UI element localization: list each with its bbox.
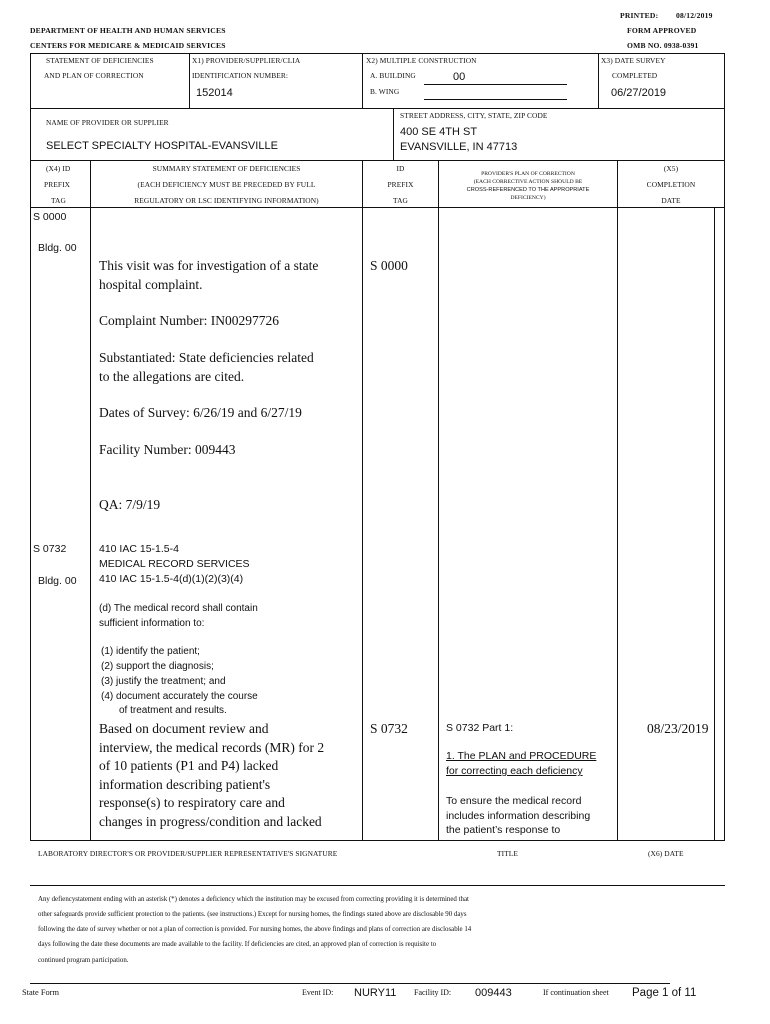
provider-name: SELECT SPECIALTY HOSPITAL-EVANSVILLE: [46, 140, 278, 152]
column-divider: [90, 160, 91, 840]
qa-date: QA: 7/9/19: [99, 497, 161, 512]
x4-header: (X4) ID: [46, 164, 71, 173]
divider: [598, 53, 599, 108]
column-header-bottom: [30, 207, 725, 208]
tag-s0732-right: S 0732: [370, 721, 408, 736]
plan-header: PROVIDER'S PLAN OF CORRECTION: [481, 171, 575, 177]
completion-date: 08/23/2019: [647, 721, 709, 736]
divider: [362, 53, 363, 108]
building-label: A. BUILDING: [370, 71, 416, 80]
tag-s0000: S 0000: [33, 211, 67, 223]
continuation-label: If continuation sheet: [543, 988, 609, 997]
notice-line: continued program participation.: [38, 957, 129, 964]
divider: [393, 108, 394, 160]
finding-2: interview, the medical records (MR) for 2: [99, 740, 325, 755]
printed-date: 08/12/2019: [676, 11, 713, 20]
column-divider: [617, 160, 618, 840]
complaint-number: Complaint Number: IN00297726: [99, 313, 279, 328]
finding-5: response(s) to respiratory care and: [99, 795, 285, 810]
summary-header: SUMMARY STATEMENT OF DEFICIENCIES: [152, 164, 301, 173]
tag-s0000-right: S 0000: [370, 258, 408, 273]
wing-label: B. WING: [370, 87, 400, 96]
form-top-border: [30, 53, 725, 54]
address-street: 400 SE 4TH ST: [400, 126, 478, 138]
plan-label: AND PLAN OF CORRECTION: [44, 71, 144, 80]
facility-number: Facility Number: 009443: [99, 442, 236, 457]
plan-part-label: S 0732 Part 1:: [446, 722, 514, 734]
x3-label: X3) DATE SURVEY: [601, 56, 666, 65]
regulation-2: MEDICAL RECORD SERVICES: [99, 558, 250, 570]
state-form-label: State Form: [22, 988, 59, 997]
list-item: of treatment and results.: [119, 705, 227, 716]
summary-subheader: (EACH DEFICIENCY MUST BE PRECEDED BY FULL: [137, 180, 316, 189]
list-item: (2) support the diagnosis;: [101, 661, 214, 672]
omb-number: OMB NO. 0938-0391: [627, 41, 699, 50]
column-divider: [714, 207, 715, 840]
list-item: (1) identify the patient;: [101, 646, 200, 657]
finding-3: of 10 patients (P1 and P4) lacked: [99, 758, 279, 773]
plan-text-2: includes information describing: [446, 810, 591, 822]
address-label: STREET ADDRESS, CITY, STATE, ZIP CODE: [400, 111, 548, 120]
identification-label: IDENTIFICATION NUMBER:: [192, 71, 289, 80]
x4-prefix: PREFIX: [44, 180, 71, 189]
provider-name-label: NAME OF PROVIDER OR SUPPLIER: [46, 118, 169, 127]
form-approved: FORM APPROVED: [627, 26, 697, 35]
notice-line: following the date of survey whether or not a plan of correction is provided. For nursing homes, the above findings and plans of correction are disclosable 14: [38, 926, 472, 933]
id-tag: TAG: [393, 196, 408, 205]
requirement-2: sufficient information to:: [99, 618, 205, 629]
plan-heading-2: for correcting each deficiency: [446, 765, 583, 777]
wing-underline: [424, 99, 567, 100]
requirement-1: (d) The medical record shall contain: [99, 603, 258, 614]
form-right-border: [724, 53, 725, 841]
signature-bottom-line: [30, 885, 725, 886]
plan-heading-1: 1. The PLAN and PROCEDURE: [446, 750, 597, 762]
divider: [30, 108, 725, 109]
footer-rule: [30, 983, 670, 984]
divider: [30, 160, 725, 161]
plan-text-1: To ensure the medical record: [446, 795, 582, 807]
signature-label: LABORATORY DIRECTOR'S OR PROVIDER/SUPPLIER REPRESENTATIVE'S SIGNATURE: [38, 849, 338, 858]
centers-name: CENTERS FOR MEDICARE & MEDICAID SERVICES: [30, 41, 226, 50]
survey-dates: Dates of Survey: 6/26/19 and 6/27/19: [99, 405, 302, 420]
list-item: (3) justify the treatment; and: [101, 676, 226, 687]
building-tag-2: Bldg. 00: [38, 575, 77, 587]
list-item: (4) document accurately the course: [101, 691, 258, 702]
x1-label: X1) PROVIDER/SUPPLIER/CLIA: [192, 56, 301, 65]
id-prefix: PREFIX: [387, 180, 414, 189]
plan-subheader-3: DEFICIENCY): [510, 195, 546, 201]
column-divider: [362, 160, 363, 840]
substantiated-1: Substantiated: State deficiencies related: [99, 350, 314, 365]
regulation-3: 410 IAC 15-1.5-4(d)(1)(2)(3)(4): [99, 573, 244, 585]
building-tag-1: Bldg. 00: [38, 242, 77, 254]
id-header: ID: [396, 164, 405, 173]
facility-id-label: Facility ID:: [414, 988, 452, 997]
signature-date-label: (X6) DATE: [648, 849, 684, 858]
department-name: DEPARTMENT OF HEALTH AND HUMAN SERVICES: [30, 26, 226, 35]
column-divider: [438, 160, 439, 840]
divider: [189, 53, 190, 108]
form-left-border: [30, 53, 31, 841]
tag-s0732: S 0732: [33, 543, 67, 555]
printed-label: PRINTED:: [620, 11, 659, 20]
building-value: 00: [453, 71, 466, 83]
completed-label: COMPLETED: [612, 71, 658, 80]
address-city: EVANSVILLE, IN 47713: [400, 141, 518, 153]
survey-completed-date: 06/27/2019: [611, 87, 667, 99]
visit-text-2: hospital complaint.: [99, 277, 203, 292]
finding-6: changes in progress/condition and lacked: [99, 814, 322, 829]
regulation-1: 410 IAC 15-1.5-4: [99, 543, 179, 555]
event-id-label: Event ID:: [302, 988, 334, 997]
plan-text-3: the patient’s response to: [446, 824, 561, 836]
x5-header: (X5): [663, 164, 679, 173]
event-id-value: NURY11: [354, 987, 397, 999]
plan-subheader: (EACH CORRECTIVE ACTION SHOULD BE: [473, 179, 583, 185]
notice-line: days following the date these documents are made available to the facility. If deficiencies are cited, an approved plan of correction is requisite to: [38, 941, 437, 948]
plan-subheader-2: CROSS-REFERENCED TO THE APPROPRIATE: [466, 187, 590, 193]
notice-line: other safeguards provide sufficient protection to the patients. (see instructions.) Except for nursing homes, the findings stated above are disclosable 90 days: [38, 911, 467, 918]
form-bottom-border: [30, 840, 725, 841]
finding-1: Based on document review and: [99, 721, 269, 736]
date-header: DATE: [661, 196, 681, 205]
substantiated-2: to the allegations are cited.: [99, 369, 245, 384]
notice-line: Any defiencystatement ending with an asterisk (*) denotes a deficiency which the institution may be excused from correcting providing it is determined that: [38, 896, 469, 903]
completion-header: COMPLETION: [646, 180, 696, 189]
summary-subheader-2: REGULATORY OR LSC IDENTIFYING INFORMATION): [134, 196, 319, 205]
x2-label: X2) MULTIPLE CONSTRUCTION: [366, 56, 477, 65]
statement-label: STATEMENT OF DEFICIENCIES: [46, 56, 154, 65]
title-label: TITLE: [497, 849, 519, 858]
finding-4: information describing patient's: [99, 777, 271, 792]
identification-number: 152014: [196, 87, 233, 99]
visit-text-1: This visit was for investigation of a state: [99, 258, 319, 273]
building-underline: [424, 84, 567, 85]
page-number: Page 1 of 11: [632, 987, 697, 999]
facility-id-value: 009443: [475, 987, 512, 999]
x4-tag: TAG: [51, 196, 66, 205]
